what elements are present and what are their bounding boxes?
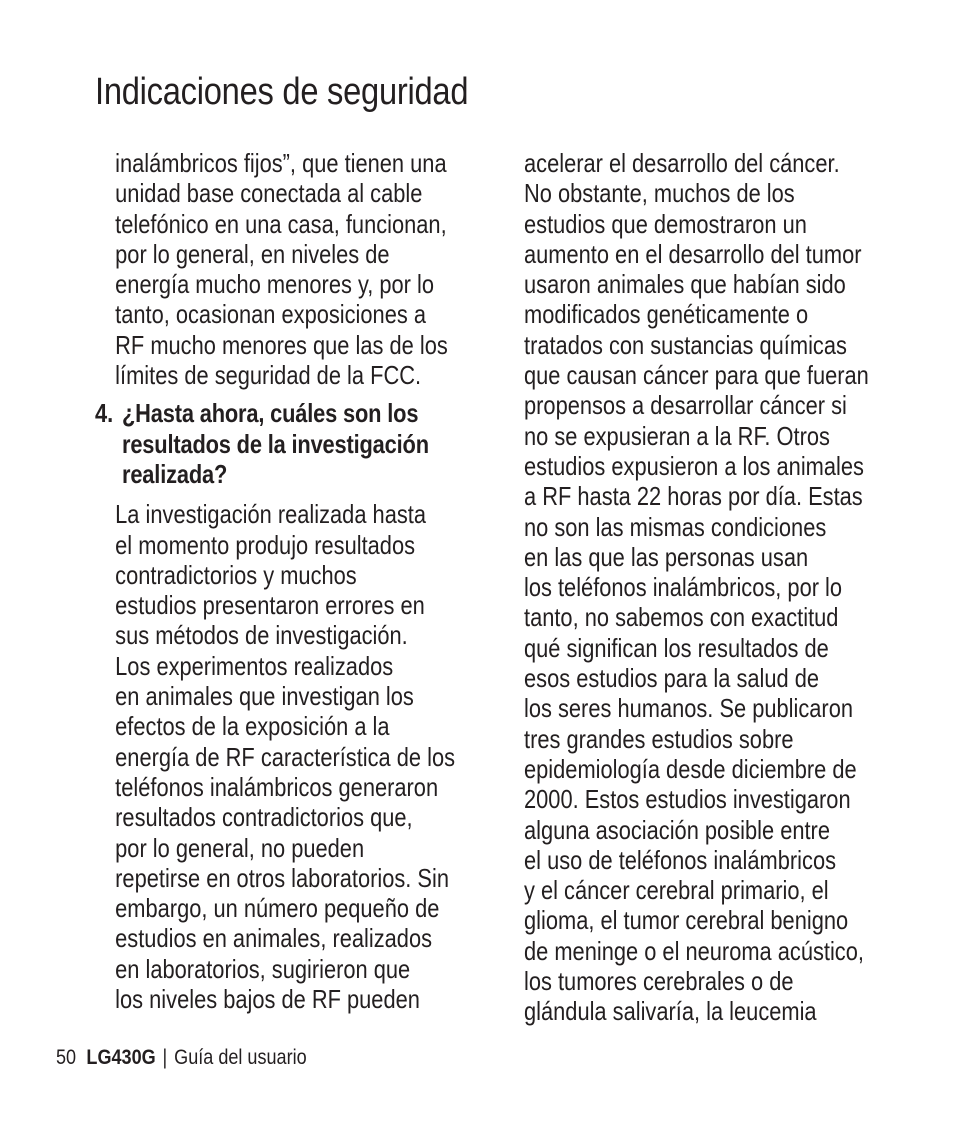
text-line: estudios presentaron errores en bbox=[115, 590, 425, 621]
text-line: que causan cáncer para que fueran bbox=[524, 360, 869, 391]
left-column bbox=[95, 148, 495, 1014]
page-footer bbox=[56, 1044, 307, 1072]
text-line: RF mucho menores que las de los bbox=[115, 329, 448, 360]
text-line: usaron animales que habían sido bbox=[524, 269, 846, 300]
question-heading bbox=[95, 398, 495, 489]
text-line: inalámbricos fijos”, que tienen una bbox=[115, 148, 447, 178]
question-line: realizada? bbox=[122, 458, 228, 489]
text-line: y el cáncer cerebral primario, el bbox=[524, 875, 829, 906]
question-line: resultados de la investigación bbox=[122, 428, 429, 459]
text-line: alguna asociación posible entre bbox=[524, 814, 830, 845]
text-line: unidad base conectada al cable bbox=[115, 178, 423, 209]
text-line: en laboratorios, sugirieron que bbox=[115, 953, 411, 984]
text-line: Los experimentos realizados bbox=[115, 650, 394, 681]
question-line: ¿Hasta ahora, cuáles son los bbox=[122, 398, 419, 429]
text-line: teléfonos inalámbricos generaron bbox=[115, 771, 439, 802]
text-line: no se expusieran a la RF. Otros bbox=[524, 420, 830, 451]
text-line: qué significan los resultados de bbox=[524, 632, 829, 663]
question-number: 4. bbox=[95, 398, 114, 429]
text-line: no son las mismas condiciones bbox=[524, 511, 827, 542]
page-number: 50 bbox=[56, 1046, 77, 1069]
text-line: tanto, no sabemos con exactitud bbox=[524, 602, 839, 633]
text-line: acelerar el desarrollo del cáncer. bbox=[524, 148, 840, 178]
text-line: los seres humanos. Se publicaron bbox=[524, 693, 854, 724]
text-line: estudios que demostraron un bbox=[524, 208, 807, 239]
text-line: sus métodos de investigación. bbox=[115, 620, 408, 651]
text-line: tres grandes estudios sobre bbox=[524, 723, 794, 754]
text-line: embargo, un número pequeño de bbox=[115, 893, 440, 924]
right-column bbox=[524, 148, 924, 1027]
text-line: energía de RF característica de los bbox=[115, 741, 456, 772]
page-title: Indicaciones de seguridad bbox=[95, 71, 469, 113]
text-line: en las que las personas usan bbox=[524, 541, 809, 572]
text-line: el uso de teléfonos inalámbricos bbox=[524, 844, 837, 875]
text-line: límites de seguridad de la FCC. bbox=[115, 360, 422, 391]
text-line: los niveles bajos de RF pueden bbox=[115, 984, 420, 1015]
text-line: los teléfonos inalámbricos, por lo bbox=[524, 572, 843, 603]
text-line: estudios expusieron a los animales bbox=[524, 450, 864, 481]
text-line: a RF hasta 22 horas por día. Estas bbox=[524, 481, 863, 512]
text-line: efectos de la exposición a la bbox=[115, 711, 390, 742]
text-line: glándula salivaría, la leucemia bbox=[524, 996, 817, 1027]
text-line: contradictorios y muchos bbox=[115, 559, 357, 590]
answer-paragraph bbox=[95, 499, 495, 1014]
text-line: repetirse en otros laboratorios. Sin bbox=[115, 862, 450, 893]
text-line: modificados genéticamente o bbox=[524, 299, 809, 330]
intro-paragraph bbox=[95, 148, 495, 390]
text-line: aumento en el desarrollo del tumor bbox=[524, 238, 862, 269]
text-line: glioma, el tumor cerebral benigno bbox=[524, 905, 849, 936]
guide-name: Guía del usuario bbox=[174, 1046, 307, 1069]
text-line: de meninge o el neuroma acústico, bbox=[524, 935, 864, 966]
model-name: LG430G bbox=[86, 1046, 156, 1069]
text-line: resultados contradictorios que, bbox=[115, 802, 413, 833]
text-line: el momento produjo resultados bbox=[115, 529, 416, 560]
text-line: estudios en animales, realizados bbox=[115, 923, 433, 954]
text-line: por lo general, en niveles de bbox=[115, 238, 390, 269]
text-line: No obstante, muchos de los bbox=[524, 178, 795, 209]
text-line: La investigación realizada hasta bbox=[115, 499, 426, 530]
text-line: tratados con sustancias químicas bbox=[524, 329, 847, 360]
footer-separator: | bbox=[162, 1046, 168, 1069]
text-line: esos estudios para la salud de bbox=[524, 663, 820, 694]
text-line: propensos a desarrollar cáncer si bbox=[524, 390, 847, 421]
text-line: telefónico en una casa, funcionan, bbox=[115, 208, 447, 239]
text-line: 2000. Estos estudios investigaron bbox=[524, 784, 851, 815]
text-line: en animales que investigan los bbox=[115, 681, 414, 712]
text-line: tanto, ocasionan exposiciones a bbox=[115, 299, 426, 330]
text-line: epidemiología desde diciembre de bbox=[524, 753, 857, 784]
text-line: los tumores cerebrales o de bbox=[524, 966, 794, 997]
text-line: energía mucho menores y, por lo bbox=[115, 269, 435, 300]
text-line: por lo general, no pueden bbox=[115, 832, 365, 863]
